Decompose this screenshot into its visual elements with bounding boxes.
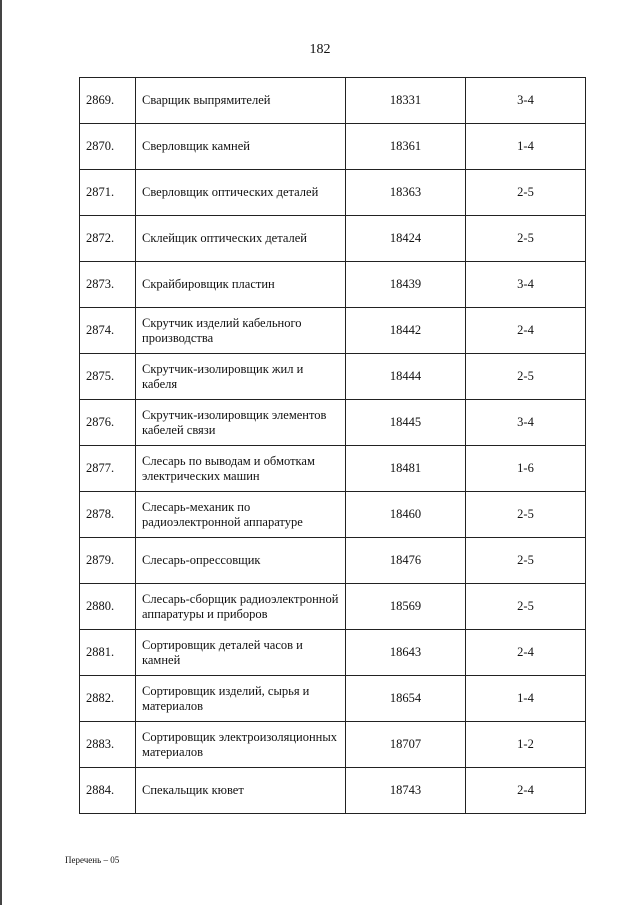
row-number: 2880. xyxy=(80,584,136,630)
grade-range: 1-4 xyxy=(466,676,586,722)
profession-name: Спекальщик кювет xyxy=(136,768,346,814)
profession-code: 18654 xyxy=(346,676,466,722)
grade-range: 1-4 xyxy=(466,124,586,170)
profession-code: 18424 xyxy=(346,216,466,262)
profession-code: 18707 xyxy=(346,722,466,768)
table-row xyxy=(80,630,586,676)
table-row xyxy=(80,170,586,216)
grade-range: 2-5 xyxy=(466,584,586,630)
row-number: 2874. xyxy=(80,308,136,354)
profession-code: 18444 xyxy=(346,354,466,400)
row-number: 2869. xyxy=(80,78,136,124)
document-footer: Перечень – 05 xyxy=(65,855,120,865)
table-row xyxy=(80,446,586,492)
row-number: 2878. xyxy=(80,492,136,538)
profession-name: Сверловщик оптических деталей xyxy=(136,170,346,216)
profession-code: 18569 xyxy=(346,584,466,630)
table-row xyxy=(80,216,586,262)
row-number: 2870. xyxy=(80,124,136,170)
profession-name: Скрутчик-изолировщик жил и кабеля xyxy=(136,354,346,400)
profession-code: 18361 xyxy=(346,124,466,170)
profession-code: 18445 xyxy=(346,400,466,446)
row-number: 2884. xyxy=(80,768,136,814)
grade-range: 1-6 xyxy=(466,446,586,492)
grade-range: 2-4 xyxy=(466,768,586,814)
profession-name: Слесарь-сборщик радиоэлектронной аппаратуры и приборов xyxy=(136,584,346,630)
table-row xyxy=(80,354,586,400)
grade-range: 3-4 xyxy=(466,262,586,308)
grade-range: 2-5 xyxy=(466,538,586,584)
profession-code: 18743 xyxy=(346,768,466,814)
profession-table xyxy=(79,77,586,814)
grade-range: 2-4 xyxy=(466,308,586,354)
profession-code: 18331 xyxy=(346,78,466,124)
grade-range: 2-5 xyxy=(466,170,586,216)
profession-name: Скрутчик-изолировщик элементов кабелей связи xyxy=(136,400,346,446)
profession-name: Сортировщик электроизоляционных материалов xyxy=(136,722,346,768)
grade-range: 1-2 xyxy=(466,722,586,768)
row-number: 2876. xyxy=(80,400,136,446)
row-number: 2873. xyxy=(80,262,136,308)
profession-code: 18643 xyxy=(346,630,466,676)
profession-name: Слесарь-механик по радиоэлектронной аппаратуре xyxy=(136,492,346,538)
table-row xyxy=(80,262,586,308)
grade-range: 2-5 xyxy=(466,354,586,400)
table-row xyxy=(80,676,586,722)
profession-name: Сортировщик деталей часов и камней xyxy=(136,630,346,676)
profession-code: 18442 xyxy=(346,308,466,354)
scan-edge xyxy=(0,0,2,905)
grade-range: 2-5 xyxy=(466,492,586,538)
grade-range: 2-5 xyxy=(466,216,586,262)
profession-name: Склейщик оптических деталей xyxy=(136,216,346,262)
profession-code: 18481 xyxy=(346,446,466,492)
profession-name: Сверловщик камней xyxy=(136,124,346,170)
table-row xyxy=(80,400,586,446)
table-row xyxy=(80,584,586,630)
profession-name: Скрутчик изделий кабельного производства xyxy=(136,308,346,354)
table-row xyxy=(80,78,586,124)
profession-code: 18363 xyxy=(346,170,466,216)
profession-name: Скрайбировщик пластин xyxy=(136,262,346,308)
row-number: 2883. xyxy=(80,722,136,768)
grade-range: 3-4 xyxy=(466,78,586,124)
grade-range: 3-4 xyxy=(466,400,586,446)
row-number: 2881. xyxy=(80,630,136,676)
table-row xyxy=(80,722,586,768)
page-number: 182 xyxy=(309,42,331,57)
profession-code: 18476 xyxy=(346,538,466,584)
row-number: 2879. xyxy=(80,538,136,584)
row-number: 2882. xyxy=(80,676,136,722)
table-row xyxy=(80,768,586,814)
profession-name: Сварщик выпрямителей xyxy=(136,78,346,124)
row-number: 2872. xyxy=(80,216,136,262)
grade-range: 2-4 xyxy=(466,630,586,676)
table-row xyxy=(80,538,586,584)
profession-name: Слесарь по выводам и обмоткам электрических машин xyxy=(136,446,346,492)
row-number: 2877. xyxy=(80,446,136,492)
profession-code: 18439 xyxy=(346,262,466,308)
table-row xyxy=(80,124,586,170)
table-row xyxy=(80,308,586,354)
profession-code: 18460 xyxy=(346,492,466,538)
profession-name: Сортировщик изделий, сырья и материалов xyxy=(136,676,346,722)
profession-name: Слесарь-опрессовщик xyxy=(136,538,346,584)
table-row xyxy=(80,492,586,538)
row-number: 2875. xyxy=(80,354,136,400)
row-number: 2871. xyxy=(80,170,136,216)
